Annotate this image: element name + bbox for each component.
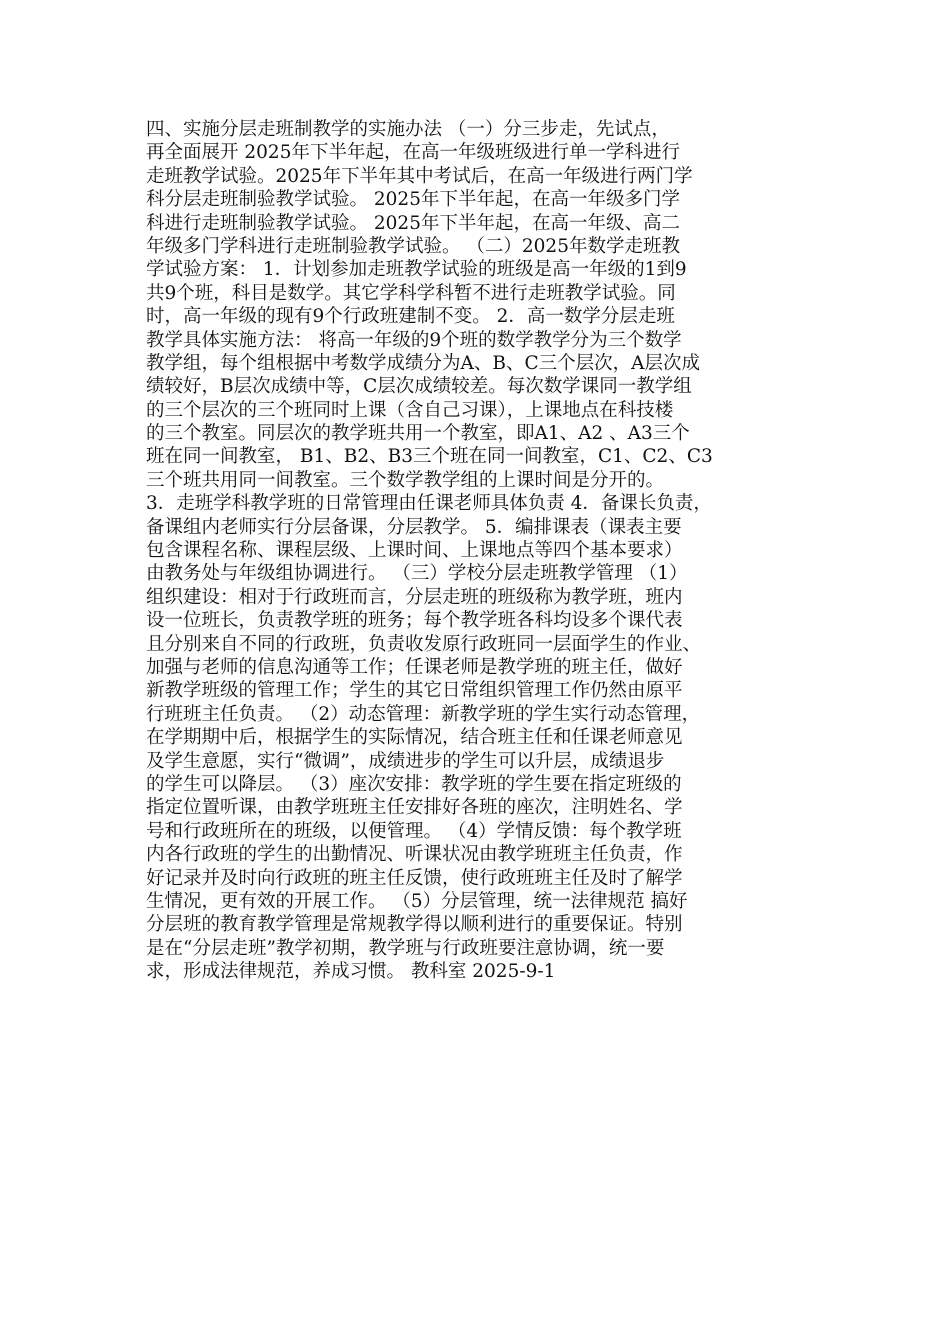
text-line: 的三个教室。同层次的教学班共用一个教室，即A1、A2 、A3三个	[146, 423, 690, 445]
text-line: 教学组，每个组根据中考数学成绩分为A、B、C三个层次，A层次成	[146, 352, 700, 374]
text-line: 3．走班学科教学班的日常管理由任课老师具体负责 4．备课长负责，	[146, 493, 712, 515]
text-line: 号和行政班所在的班级，以便管理。 （4）学情反馈：每个教学班	[146, 820, 682, 842]
text-line: 且分别来自不同的行政班，负责收发原行政班同一层面学生的作业、	[146, 633, 702, 655]
text-line: 时，高一年级的现有9个行政班建制不变。 2．高一数学分层走班	[146, 306, 675, 328]
text-line: 科分层走班制验教学试验。 2025年下半年起，在高一年级多门学	[146, 189, 680, 211]
text-line: 共9个班，科目是数学。其它学科学科暂不进行走班教学试验。同	[146, 282, 676, 304]
text-line: 好记录并及时向行政班的班主任反馈，使行政班班主任及时了解学	[146, 867, 683, 889]
text-line: 包含课程名称、课程层级、上课时间、上课地点等四个基本要求）	[146, 540, 683, 562]
text-line: 加强与老师的信息沟通等工作；任课老师是教学班的班主任，做好	[146, 656, 683, 678]
text-line: 生情况，更有效的开展工作。 （5）分层管理，统一法律规范 搞好	[146, 890, 688, 912]
text-line: 的三个层次的三个班同时上课（含自己习课），上课地点在科技楼	[146, 399, 674, 421]
text-line: 指定位置听课，由教学班班主任安排好各班的座次，注明姓名、学	[146, 797, 683, 819]
text-line: 走班教学试验。2025年下半年其中考试后，在高一年级进行两门学	[146, 165, 693, 187]
text-line: 的学生可以降层。 （3）座次安排：教学班的学生要在指定班级的	[146, 773, 682, 795]
text-line: 由教务处与年级组协调进行。 （三）学校分层走班教学管理 （1）	[146, 563, 688, 585]
text-line: 四、实施分层走班制教学的实施办法 （一）分三步走，先试点，	[146, 119, 670, 140]
text-line: 内各行政班的学生的出勤情况、听课状况由教学班班主任负责，作	[146, 844, 683, 866]
text-line: 班在同一间教室， B1、B2、B3三个班在同一间教室，C1、C2、C3	[146, 446, 713, 468]
text-line: 备课组内老师实行分层备课，分层教学。 5．编排课表（课表主要	[146, 516, 682, 538]
text-line: 再全面展开 2025年下半年起，在高一年级班级进行单一学科进行	[146, 142, 680, 164]
text-line: 年级多门学科进行走班制验教学试验。 （二）2025年数学走班教	[146, 235, 680, 257]
text-line: 设一位班长，负责教学班的班务；每个教学班各科均设多个课代表	[146, 610, 683, 632]
text-line: 科进行走班制验教学试验。 2025年下半年起，在高一年级、高二	[146, 212, 680, 234]
text-line: 学试验方案： 1．计划参加走班教学试验的班级是高一年级的1到9	[146, 259, 687, 281]
body-text	[146, 118, 811, 983]
text-line: 及学生意愿，实行“微调”，成绩进步的学生可以升层，成绩退步	[146, 750, 665, 772]
text-line: 教学具体实施方法： 将高一年级的9个班的数学教学分为三个数学	[146, 329, 682, 351]
text-line: 行班班主任负责。 （2）动态管理：新教学班的学生实行动态管理，	[146, 703, 701, 725]
text-line: 是在“分层走班”教学初期，教学班与行政班要注意协调，统一要	[146, 937, 665, 959]
text-line: 分层班的教育教学管理是常规教学得以顺利进行的重要保证。特别	[146, 914, 683, 936]
text-line: 求，形成法律规范，养成习惯。 教科室 2025-9-1	[146, 961, 556, 983]
text-line: 新教学班级的管理工作；学生的其它日常组织管理工作仍然由原平	[146, 680, 683, 702]
text-line: 在学期期中后，根据学生的实际情况，结合班主任和任课老师意见	[146, 727, 683, 749]
text-line: 组织建设：相对于行政班而言，分层走班的班级称为教学班，班内	[146, 586, 683, 608]
text-line: 三个班共用同一间教室。三个数学教学组的上课时间是分开的。	[146, 469, 665, 491]
text-line: 绩较好，B层次成绩中等，C层次成绩较差。每次数学课同一教学组	[146, 376, 692, 398]
